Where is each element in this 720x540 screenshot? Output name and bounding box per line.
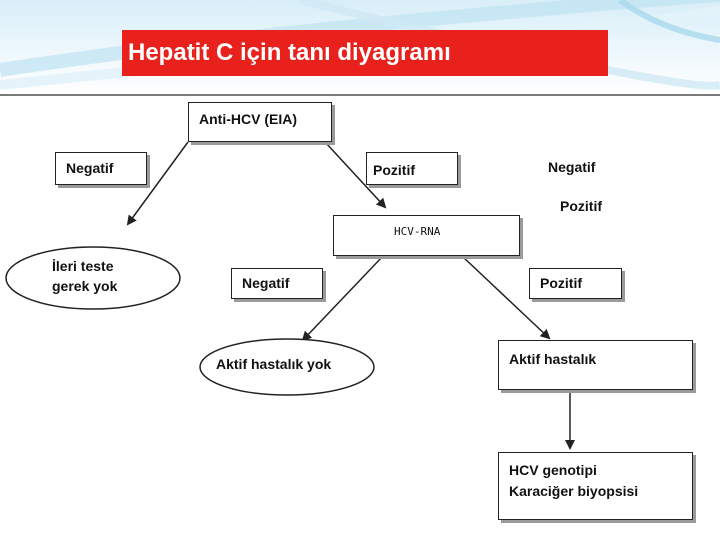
negatif-left-box	[55, 152, 147, 185]
page-title: Hepatit C için tanı diyagramı	[122, 30, 608, 76]
aktif-var-label: Aktif hastalık	[509, 351, 597, 367]
negatif-mid-box	[231, 268, 323, 299]
ileri-line1: İleri teste	[52, 258, 114, 274]
genotip-line1: HCV genotipi	[509, 462, 597, 478]
anti-hcv-label: Anti-HCV (EIA)	[199, 111, 297, 127]
negatif-left-label: Negatif	[66, 160, 114, 176]
legend-negatif: Negatif	[548, 159, 596, 175]
genotip-box	[498, 452, 693, 520]
aktif-var-box	[498, 340, 693, 390]
anti-hcv-box	[188, 102, 332, 142]
aktif-yok-label: Aktif hastalık yok	[216, 356, 332, 372]
hcv-rna-box	[333, 215, 520, 256]
legend-pozitif: Pozitif	[560, 198, 602, 214]
ileri-line2: gerek yok	[52, 278, 118, 294]
genotip-line2: Karaciğer biyopsisi	[509, 483, 639, 499]
pozitif-mid-box	[366, 152, 458, 185]
negatif-mid-label: Negatif	[242, 275, 290, 291]
pozitif-right-box	[529, 268, 622, 299]
hcv-rna-label: HCV-RNA	[394, 225, 441, 238]
pozitif-mid-label: Pozitif	[373, 162, 415, 178]
pozitif-right-label: Pozitif	[540, 275, 582, 291]
